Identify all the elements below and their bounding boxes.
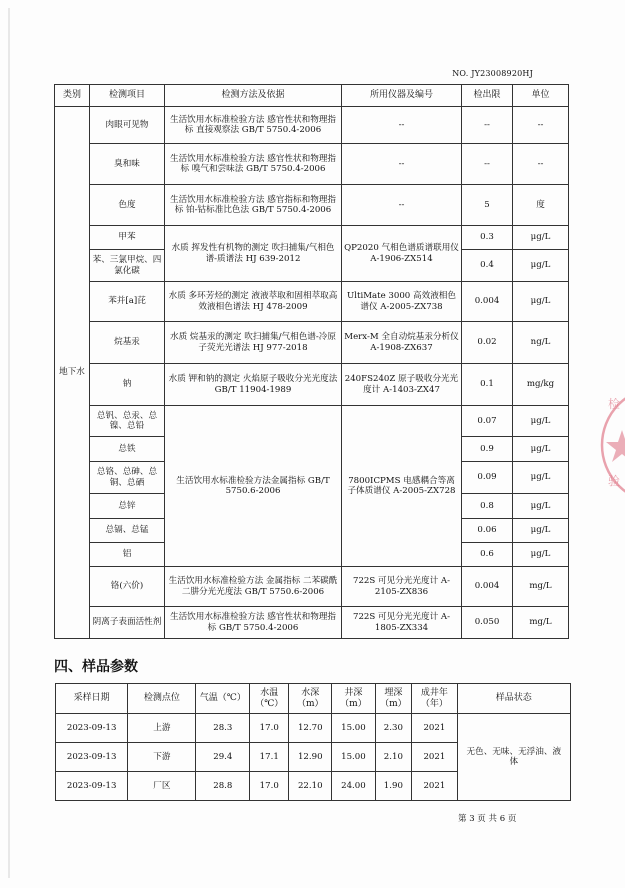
unit-cell: mg/L — [513, 567, 569, 607]
limit-cell: 0.06 — [462, 519, 513, 543]
header-instrument: 所用仪器及编号 — [342, 85, 462, 107]
unit-cell: -- — [513, 107, 569, 144]
item-cell: 总镉、总锰 — [90, 519, 165, 543]
category-cell: 地下水 — [55, 107, 90, 639]
limit-cell: 0.09 — [462, 462, 513, 494]
unit-cell: μg/L — [513, 437, 569, 462]
year-cell: 2021 — [412, 772, 457, 801]
year-cell: 2021 — [412, 743, 457, 772]
unit-cell: μg/L — [513, 282, 569, 322]
page-fold-shadow — [8, 8, 10, 878]
red-seal-stamp — [600, 380, 625, 510]
item-cell: 烷基汞 — [90, 322, 165, 364]
item-cell: 甲苯 — [90, 226, 165, 250]
header-water-temp: 水温（℃） — [250, 684, 289, 714]
method-cell: 水质 挥发性有机物的测定 吹扫捕集/气相色谱-质谱法 HJ 639-2012 — [165, 226, 342, 282]
date-cell: 2023-09-13 — [56, 743, 128, 772]
method-cell: 生活饮用水标准检验方法 感官性状和物理指标 直接观察法 GB/T 5750.4-2006 — [165, 107, 342, 144]
header-site: 检测点位 — [128, 684, 196, 714]
table-row — [55, 322, 569, 364]
air-temp-cell: 28.3 — [196, 714, 250, 743]
unit-cell: ng/L — [513, 322, 569, 364]
instrument-cell: -- — [342, 185, 462, 226]
table-row — [55, 185, 569, 226]
table-row — [55, 226, 569, 250]
test-methods-table — [54, 84, 569, 639]
header-item: 检测项目 — [90, 85, 165, 107]
svg-text:检: 检 — [608, 397, 621, 411]
item-cell: 苯、三氯甲烷、四氯化碳 — [90, 250, 165, 282]
item-cell: 铝 — [90, 543, 165, 567]
well-depth-cell: 15.00 — [332, 714, 375, 743]
sample-state-cell: 无色、无味、无浮油、液体 — [457, 714, 570, 801]
instrument-cell: 240FS240Z 原子吸收分光光度计 A-1403-ZX47 — [342, 364, 462, 406]
water-depth-cell: 12.70 — [289, 714, 332, 743]
unit-cell: μg/L — [513, 226, 569, 250]
document-number: NO. JY23008920HJ — [452, 69, 533, 78]
limit-cell: 0.6 — [462, 543, 513, 567]
item-cell: 总铬、总砷、总铜、总硒 — [90, 462, 165, 494]
header-limit: 检出限 — [462, 85, 513, 107]
water-depth-cell: 12.90 — [289, 743, 332, 772]
limit-cell: -- — [462, 107, 513, 144]
water-temp-cell: 17.0 — [250, 772, 289, 801]
unit-cell: μg/L — [513, 519, 569, 543]
water-temp-cell: 17.1 — [250, 743, 289, 772]
item-cell: 色度 — [90, 185, 165, 226]
water-depth-cell: 22.10 — [289, 772, 332, 801]
unit-cell: μg/L — [513, 462, 569, 494]
table-header-row — [55, 85, 569, 107]
item-cell: 苯并[a]芘 — [90, 282, 165, 322]
instrument-cell: 7800ICPMS 电感耦合等离子体质谱仪 A-2005-ZX728 — [342, 406, 462, 567]
method-cell: 生活饮用水标准检验方法 感官指标和物理指标 铂-钴标准比色法 GB/T 5750.4-2006 — [165, 185, 342, 226]
sample-params-table — [55, 683, 571, 801]
limit-cell: 0.004 — [462, 567, 513, 607]
year-cell: 2021 — [412, 714, 457, 743]
unit-cell: 度 — [513, 185, 569, 226]
section-title-sample-params: 四、样品参数 — [54, 659, 138, 675]
unit-cell: μg/L — [513, 494, 569, 519]
method-cell: 水质 钾和钠的测定 火焰原子吸收分光光度法 GB/T 11904-1989 — [165, 364, 342, 406]
limit-cell: 5 — [462, 185, 513, 226]
page-number: 第 3 页 共 6 页 — [458, 814, 517, 824]
limit-cell: 0.8 — [462, 494, 513, 519]
header-sample-state: 样品状态 — [457, 684, 570, 714]
table-row — [55, 282, 569, 322]
limit-cell: 0.02 — [462, 322, 513, 364]
unit-cell: mg/L — [513, 607, 569, 639]
air-temp-cell: 29.4 — [196, 743, 250, 772]
instrument-cell: UltiMate 3000 高效液相色谱仪 A-2005-ZX738 — [342, 282, 462, 322]
method-cell: 生活饮用水标准检验方法金属指标 GB/T 5750.6-2006 — [165, 406, 342, 567]
table-row — [55, 607, 569, 639]
table-row — [55, 107, 569, 144]
method-cell: 水质 多环芳烃的测定 液液萃取和固相萃取高效液相色谱法 HJ 478-2009 — [165, 282, 342, 322]
instrument-cell: Merx-M 全自动烷基汞分析仪 A-1908-ZX637 — [342, 322, 462, 364]
header-burial-depth: 埋深（m） — [375, 684, 412, 714]
svg-text:验: 验 — [608, 474, 621, 488]
method-cell: 水质 烷基汞的测定 吹扫捕集/气相色谱-冷原子荧光光谱法 HJ 977-2018 — [165, 322, 342, 364]
item-cell: 钠 — [90, 364, 165, 406]
unit-cell: μg/L — [513, 250, 569, 282]
item-cell: 总锌 — [90, 494, 165, 519]
item-cell: 总钒、总汞、总镍、总铅 — [90, 406, 165, 437]
item-cell: 铬(六价) — [90, 567, 165, 607]
date-cell: 2023-09-13 — [56, 772, 128, 801]
instrument-cell: 722S 可见分光光度计 A-1805-ZX334 — [342, 607, 462, 639]
date-cell: 2023-09-13 — [56, 714, 128, 743]
header-unit: 单位 — [513, 85, 569, 107]
method-cell: 生活饮用水标准检验方法 金属指标 二苯碳酰二肼分光光度法 GB/T 5750.6-2006 — [165, 567, 342, 607]
unit-cell: -- — [513, 144, 569, 185]
table-row — [56, 714, 571, 743]
limit-cell: 0.004 — [462, 282, 513, 322]
instrument-cell: -- — [342, 144, 462, 185]
table-row — [55, 567, 569, 607]
header-air-temp: 气温（℃） — [196, 684, 250, 714]
limit-cell: 0.3 — [462, 226, 513, 250]
burial-depth-cell: 2.10 — [375, 743, 412, 772]
instrument-cell: -- — [342, 107, 462, 144]
burial-depth-cell: 2.30 — [375, 714, 412, 743]
limit-cell: -- — [462, 144, 513, 185]
table-row — [55, 144, 569, 185]
water-temp-cell: 17.0 — [250, 714, 289, 743]
site-cell: 厂区 — [128, 772, 196, 801]
unit-cell: mg/kg — [513, 364, 569, 406]
air-temp-cell: 28.8 — [196, 772, 250, 801]
limit-cell: 0.1 — [462, 364, 513, 406]
method-cell: 生活饮用水标准检验方法 感官性状和物理指标 GB/T 5750.4-2006 — [165, 607, 342, 639]
well-depth-cell: 24.00 — [332, 772, 375, 801]
item-cell: 总铁 — [90, 437, 165, 462]
table-row — [55, 406, 569, 437]
limit-cell: 0.9 — [462, 437, 513, 462]
header-water-depth: 水深（m） — [289, 684, 332, 714]
unit-cell: μg/L — [513, 543, 569, 567]
limit-cell: 0.07 — [462, 406, 513, 437]
header-sample-date: 采样日期 — [56, 684, 128, 714]
site-cell: 上游 — [128, 714, 196, 743]
header-well-depth: 井深（m） — [332, 684, 375, 714]
well-depth-cell: 15.00 — [332, 743, 375, 772]
header-well-year: 成井年（年） — [412, 684, 457, 714]
header-category: 类别 — [55, 85, 90, 107]
burial-depth-cell: 1.90 — [375, 772, 412, 801]
limit-cell: 0.4 — [462, 250, 513, 282]
item-cell: 肉眼可见物 — [90, 107, 165, 144]
item-cell: 臭和味 — [90, 144, 165, 185]
instrument-cell: QP2020 气相色谱质谱联用仪 A-1906-ZX514 — [342, 226, 462, 282]
unit-cell: μg/L — [513, 406, 569, 437]
method-cell: 生活饮用水标准检验方法 感官性状和物理指标 嗅气和尝味法 GB/T 5750.4-2006 — [165, 144, 342, 185]
table-row — [55, 364, 569, 406]
table-header-row — [56, 684, 571, 714]
limit-cell: 0.050 — [462, 607, 513, 639]
header-method: 检测方法及依据 — [165, 85, 342, 107]
instrument-cell: 722S 可见分光光度计 A-2105-ZX836 — [342, 567, 462, 607]
site-cell: 下游 — [128, 743, 196, 772]
item-cell: 阴离子表面活性剂 — [90, 607, 165, 639]
